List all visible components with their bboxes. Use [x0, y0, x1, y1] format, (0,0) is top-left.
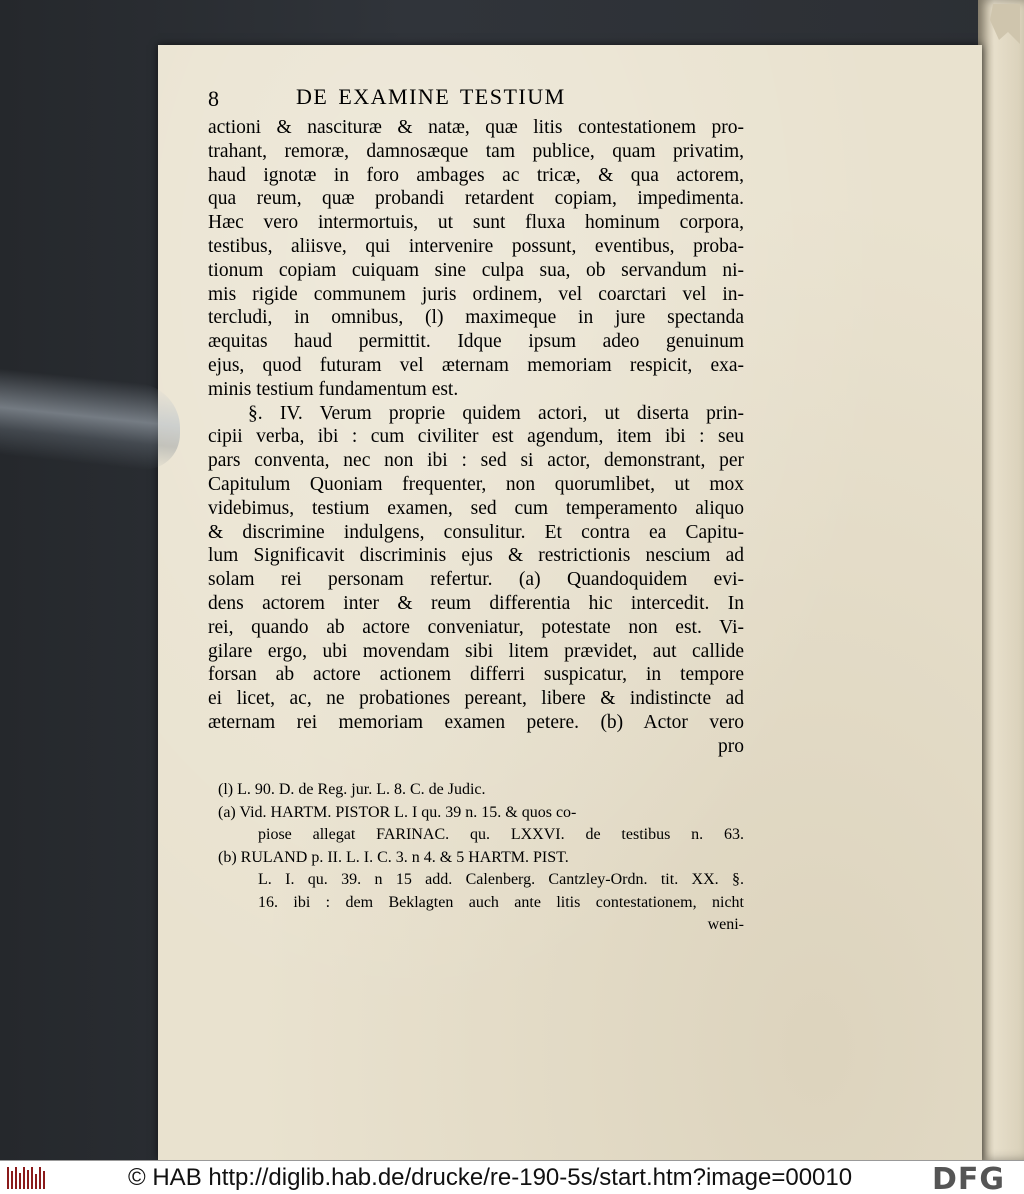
body-line: Capitulum Quoniam frequenter, non quorumlibet, ut mox	[208, 473, 744, 495]
body-line: æternam rei memoriam examen petere. (b) Actor vero	[208, 711, 744, 733]
footnote-a: (a) Vid. HARTM. PISTOR L. I qu. 39 n. 15. & quos co-	[218, 803, 577, 821]
body-line: ei licet, ac, ne probationes pereant, libere & indistincte ad	[208, 688, 744, 710]
body-line: qua reum, quæ probandi retardent copiam, impedimenta.	[208, 188, 744, 210]
section-heading-line: §. IV. Verum proprie quidem actori, ut diserta prin-	[248, 402, 744, 424]
barcode-logo-icon	[6, 1165, 48, 1191]
body-line: minis testium fundamentum est.	[208, 378, 459, 400]
dfg-logo: DFG	[932, 1162, 1006, 1194]
footnote-a-continued: piose allegat FARINAC. qu. LXXVI. de testibus n. 63.	[258, 826, 744, 843]
body-text	[208, 116, 744, 759]
body-line: haud ignotæ in foro ambages ac tricæ, & qua actorem,	[208, 164, 744, 186]
body-line: solam rei personam refertur. (a) Quandoquidem evi-	[208, 569, 744, 591]
next-page-edge	[978, 0, 1024, 1160]
body-line: Hæc vero intermortuis, ut sunt fluxa hominum corpora,	[208, 212, 744, 234]
body-line: videbimus, testium examen, sed cum temperamento aliquo	[208, 497, 744, 519]
body-line: & discrimine indulgens, consulitur. Et contra ea Capitu-	[208, 521, 744, 543]
catchword: pro	[718, 735, 744, 757]
body-line: ejus, quod futuram vel æternam memoriam respicit, exa-	[208, 354, 744, 376]
body-line: tercludi, in omnibus, (l) maximeque in jure spectanda	[208, 307, 744, 329]
footnotes	[218, 779, 744, 937]
body-line: dens actorem inter & reum differentia hic intercedit. In	[208, 592, 744, 614]
page-header	[208, 84, 808, 114]
running-title: DE EXAMINE TESTIUM	[296, 84, 566, 109]
body-line: gilare ergo, ubi movendam sibi litem prævidet, aut callide	[208, 640, 744, 662]
body-line: cipii verba, ibi : cum civiliter est agendum, item ibi : seu	[208, 426, 744, 448]
footnote-b: (b) RULAND p. II. L. I. C. 3. n 4. & 5 HARTM. PIST.	[218, 848, 569, 866]
copyright-link[interactable]: © HAB http://diglib.hab.de/drucke/re-190-5s/start.htm?image=00010	[128, 1164, 853, 1191]
body-line: tionum copiam cuiquam sine culpa sua, ob servandum ni-	[208, 259, 744, 281]
body-line: testibus, aliisve, qui intervenire possunt, eventibus, proba-	[208, 235, 744, 257]
body-line: rei, quando ab actore conveniatur, potestate non est. Vi-	[208, 616, 744, 638]
footnote-b-continued: L. I. qu. 39. n 15 add. Calenberg. Cantzley-Ordn. tit. XX. §.	[258, 871, 744, 888]
page-number: 8	[208, 86, 221, 111]
body-line: actioni & nascituræ & natæ, quæ litis contestationem pro-	[208, 117, 744, 138]
body-line: forsan ab actore actionem differri suspicatur, in tempore	[208, 664, 744, 686]
body-line: lum Significavit discriminis ejus & restrictionis nescium ad	[208, 545, 744, 567]
footnote-b-continued: 16. ibi : dem Beklagten auch ante litis contestationem, nicht	[258, 893, 744, 911]
body-line: pars conventa, nec non ibi : sed si actor, demonstrant, per	[208, 450, 744, 472]
footer-bar	[0, 1160, 1024, 1194]
body-line: æquitas haud permittit. Idque ipsum adeo genuinum	[208, 331, 744, 353]
body-line: trahant, remoræ, damnosæque tam publice, quam privatim,	[208, 140, 744, 162]
body-line: mis rigide communem juris ordinem, vel coarctari vel in-	[208, 283, 744, 305]
footnote-catchword: weni-	[707, 916, 744, 933]
footnote-l: (l) L. 90. D. de Reg. jur. L. 8. C. de Judic.	[218, 781, 486, 798]
glass-clamp-reflection	[0, 369, 180, 474]
